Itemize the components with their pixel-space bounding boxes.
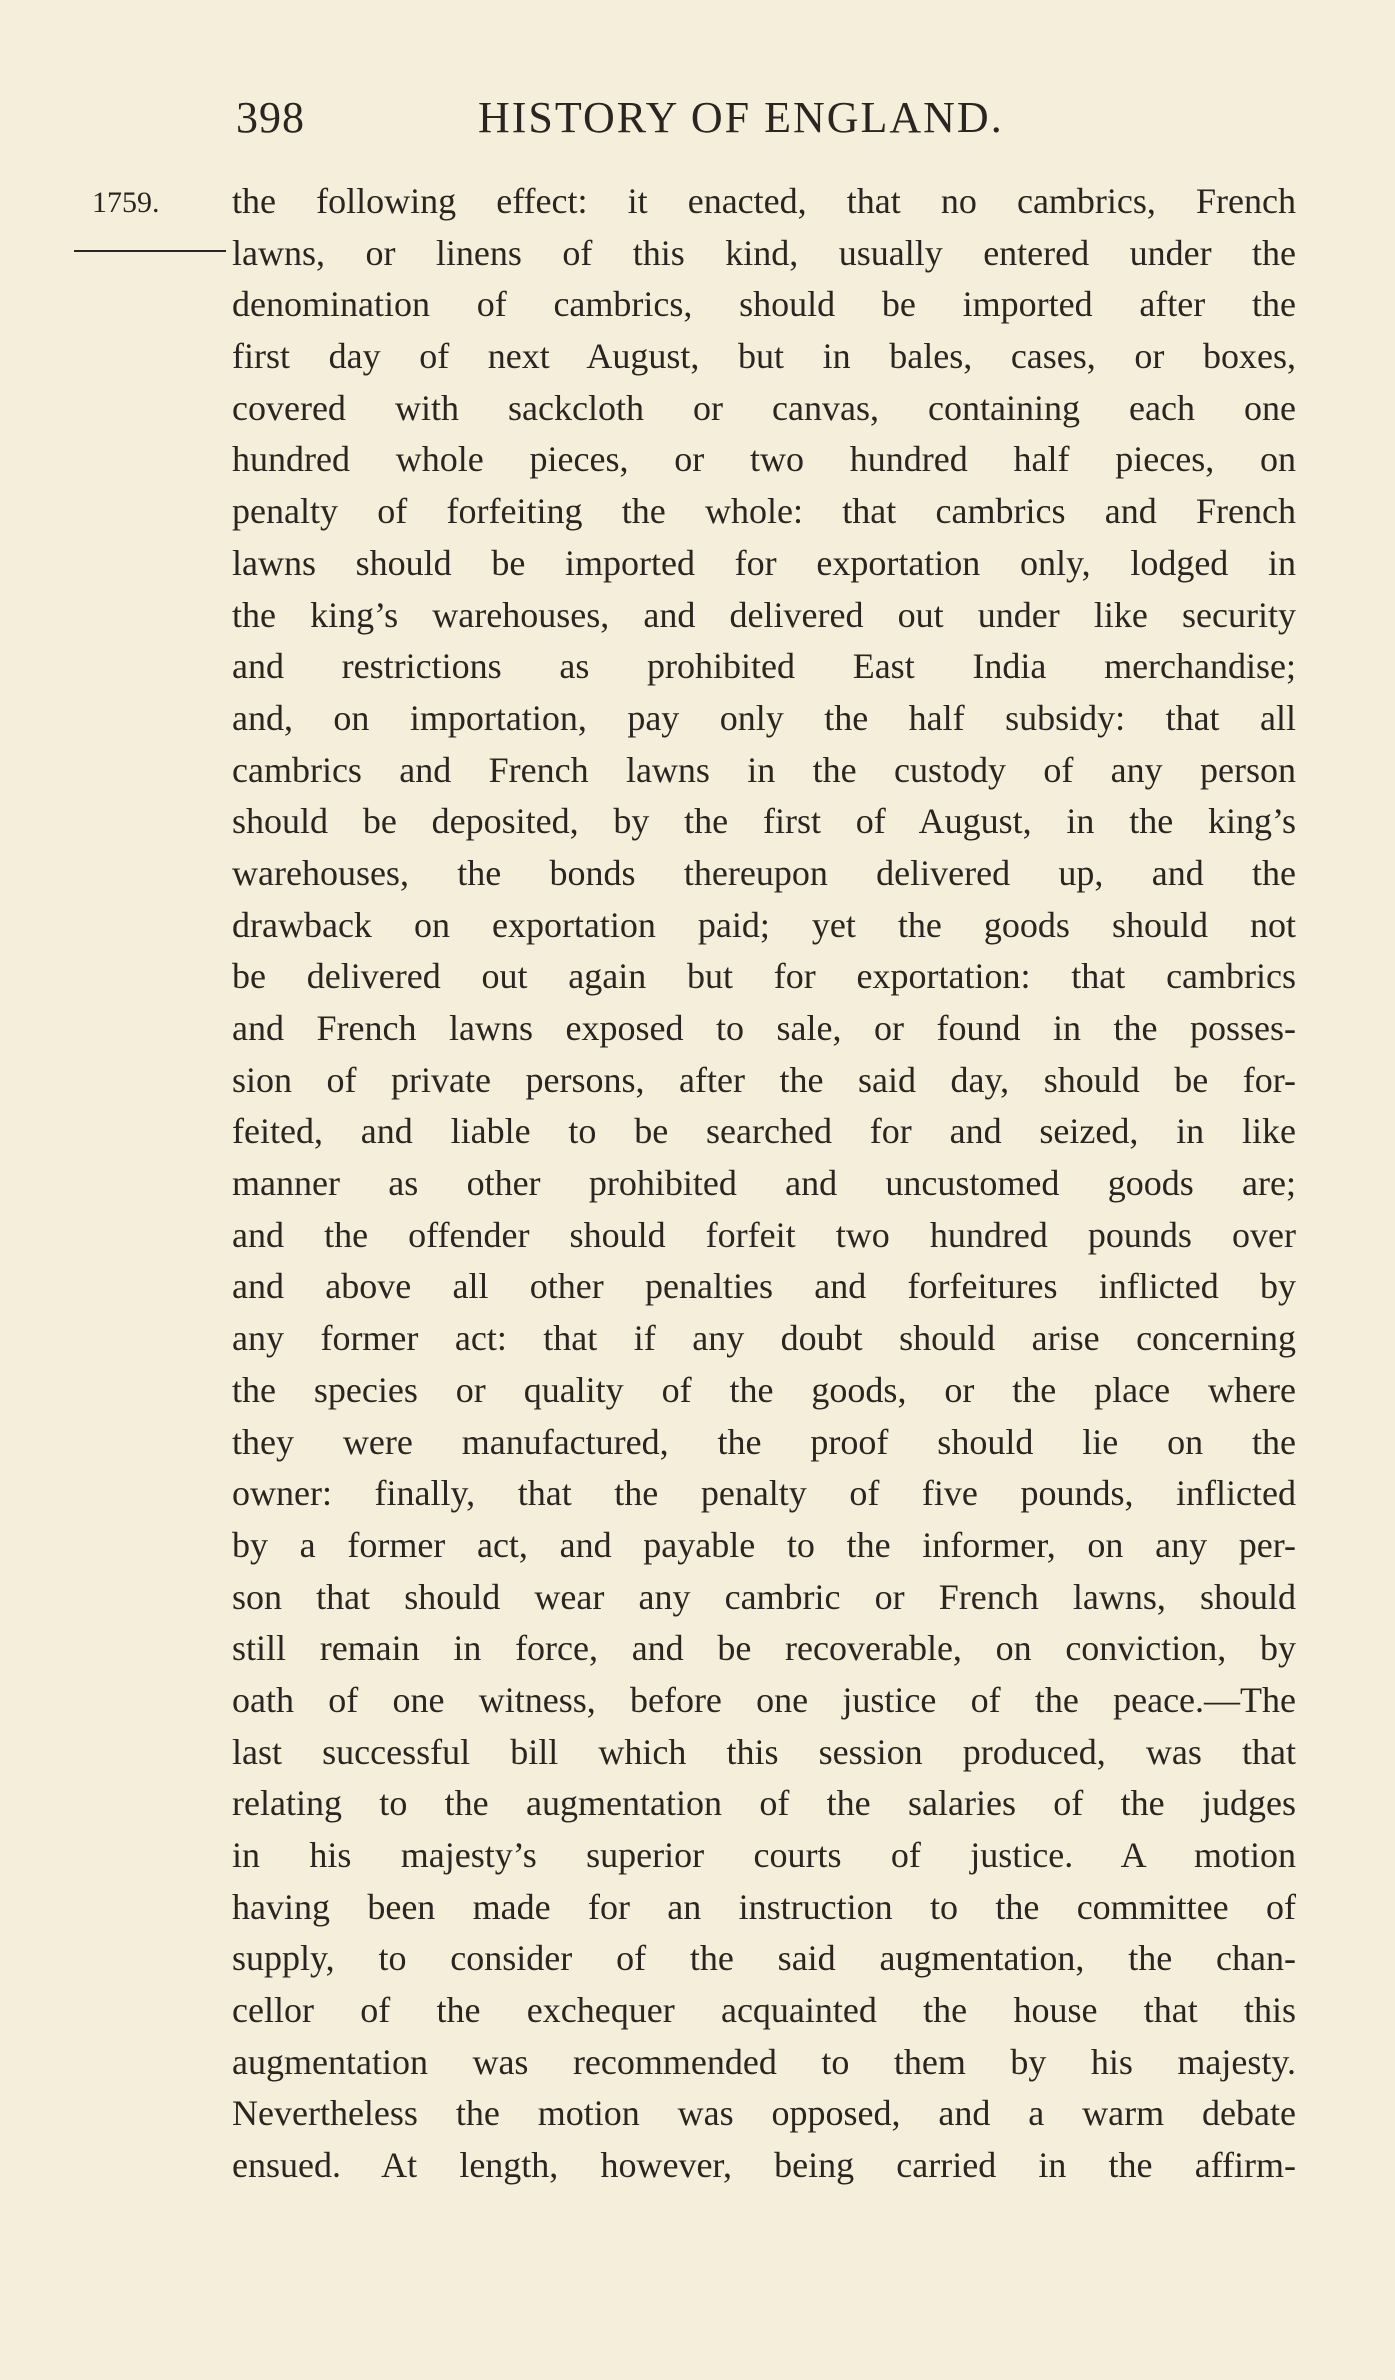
text-line: feited, and liable to be searched for and seized, in like: [232, 1111, 1296, 1152]
page-number: 398: [236, 93, 305, 142]
text-line: supply, to consider of the said augmentation, the chan-: [232, 1938, 1296, 1979]
text-line: in his majesty’s superior courts of justice. A motion: [232, 1835, 1296, 1875]
text-line: last successful bill which this session produced, was that: [232, 1731, 1296, 1772]
text-line: owner: finally, that the penalty of five pounds, inflicted: [232, 1473, 1296, 1514]
text-line: manner as other prohibited and uncustomed goods are;: [232, 1163, 1296, 1204]
text-line: son that should wear any cambric or French lawns, should: [232, 1576, 1296, 1617]
text-line: denomination of cambrics, should be imported after the: [232, 284, 1296, 325]
text-line: sion of private persons, after the said day, should be for-: [232, 1059, 1296, 1100]
text-line: oath of one witness, before one justice of the peace.—The: [232, 1679, 1296, 1720]
text-line: the following effect: it enacted, that no cambrics, French: [232, 181, 1296, 221]
body-text: [232, 176, 1296, 2192]
text-line: and restrictions as prohibited East India merchandise;: [232, 646, 1296, 687]
margin-year: 1759.: [92, 186, 160, 219]
text-line: penalty of forfeiting the whole: that cambrics and French: [232, 491, 1296, 532]
text-line: cellor of the exchequer acquainted the house that this: [232, 1990, 1296, 2031]
text-line: the species or quality of the goods, or the place where: [232, 1369, 1296, 1410]
text-line: lawns, or linens of this kind, usually entered under the: [232, 232, 1296, 273]
text-line: drawback on exportation paid; yet the goods should not: [232, 904, 1296, 945]
text-line: be delivered out again but for exportation: that cambrics: [232, 956, 1296, 997]
running-head: HISTORY OF ENGLAND.: [478, 93, 1004, 142]
text-line: they were manufactured, the proof should lie on the: [232, 1421, 1296, 1462]
text-line: the king’s warehouses, and delivered out under like security: [232, 594, 1296, 635]
text-line: covered with sackcloth or canvas, containing each one: [232, 387, 1296, 428]
text-line: should be deposited, by the first of August, in the king’s: [232, 801, 1296, 842]
text-line: and, on importation, pay only the half subsidy: that all: [232, 697, 1296, 738]
text-line: cambrics and French lawns in the custody of any person: [232, 749, 1296, 790]
text-line: by a former act, and payable to the informer, on any per-: [232, 1524, 1296, 1565]
text-line: and French lawns exposed to sale, or found in the posses-: [232, 1008, 1296, 1048]
text-line: still remain in force, and be recoverable, on conviction, by: [232, 1628, 1296, 1669]
text-line: Nevertheless the motion was opposed, and a warm debate: [232, 2093, 1296, 2134]
margin-rule: [74, 250, 226, 252]
text-line: first day of next August, but in bales, cases, or boxes,: [232, 336, 1296, 377]
text-line: having been made for an instruction to the committee of: [232, 1886, 1296, 1927]
text-line: and the offender should forfeit two hundred pounds over: [232, 1214, 1296, 1255]
text-line: warehouses, the bonds thereupon delivered up, and the: [232, 852, 1296, 893]
text-line: lawns should be imported for exportation only, lodged in: [232, 542, 1296, 583]
text-line: hundred whole pieces, or two hundred half pieces, on: [232, 439, 1296, 480]
text-line: ensued. At length, however, being carried in the affirm-: [232, 2145, 1296, 2186]
text-line: any former act: that if any doubt should arise concerning: [232, 1318, 1296, 1359]
text-line: augmentation was recommended to them by his majesty.: [232, 2041, 1296, 2082]
text-line: relating to the augmentation of the salaries of the judges: [232, 1783, 1296, 1824]
text-line: and above all other penalties and forfeitures inflicted by: [232, 1266, 1296, 1307]
